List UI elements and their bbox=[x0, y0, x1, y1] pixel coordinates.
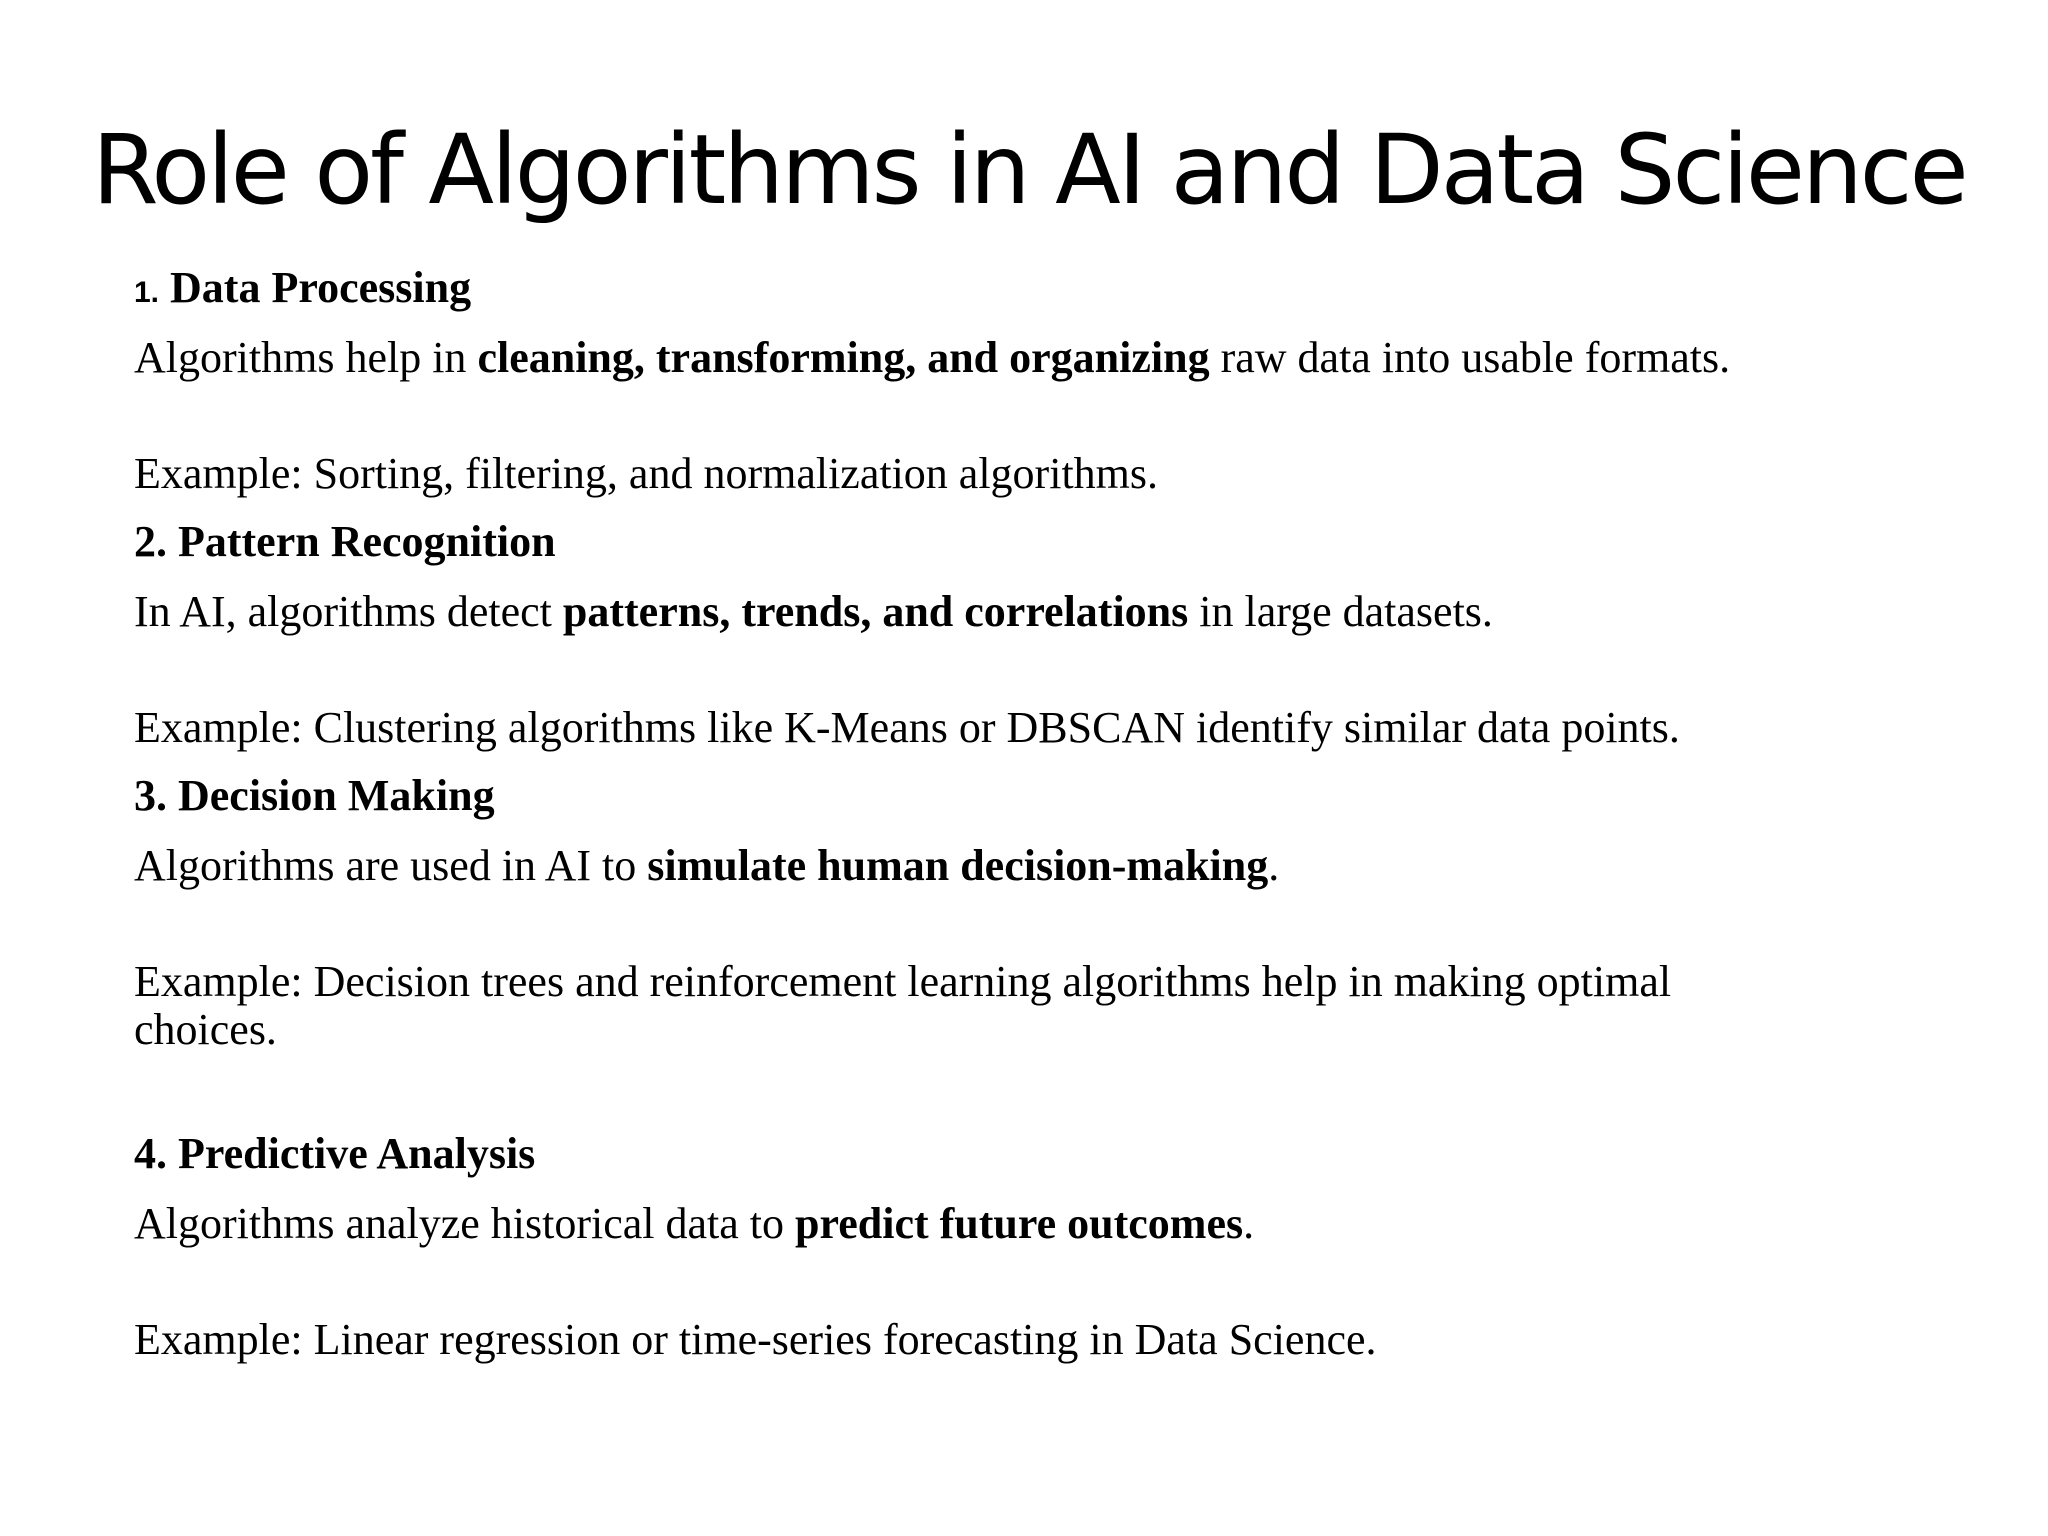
section-title: Data Processing bbox=[170, 263, 472, 312]
section-pattern-recognition bbox=[134, 514, 1934, 752]
section-data-processing bbox=[134, 260, 1934, 498]
description-emphasis: simulate human decision-making bbox=[647, 841, 1269, 890]
example-line: choices. bbox=[134, 1005, 277, 1054]
description-emphasis: patterns, trends, and correlations bbox=[562, 587, 1189, 636]
section-description bbox=[134, 588, 1934, 636]
section-example bbox=[134, 958, 1934, 1054]
slide-title: Role of Algorithms in AI and Data Science bbox=[92, 114, 1966, 226]
description-text: in large datasets. bbox=[1188, 587, 1493, 636]
description-text: . bbox=[1268, 841, 1280, 890]
section-example: Example: Linear regression or time-series forecasting in Data Science. bbox=[134, 1315, 1377, 1364]
description-text: . bbox=[1243, 1199, 1255, 1248]
section-example: Example: Clustering algorithms like K-Means or DBSCAN identify similar data points. bbox=[134, 703, 1680, 752]
section-heading bbox=[134, 260, 1934, 316]
description-emphasis: predict future outcomes bbox=[795, 1199, 1244, 1248]
example-line: Example: Decision trees and reinforcement learning algorithms help in making optimal bbox=[134, 957, 1672, 1006]
description-text: raw data into usable formats. bbox=[1209, 333, 1731, 382]
section-heading: 2. Pattern Recognition bbox=[134, 517, 556, 566]
description-text: Algorithms analyze historical data to bbox=[134, 1199, 796, 1248]
section-description bbox=[134, 1200, 1934, 1248]
section-number: 1. bbox=[134, 276, 160, 309]
section-example: Example: Sorting, filtering, and normalization algorithms. bbox=[134, 449, 1159, 498]
description-emphasis: cleaning, transforming, and organizing bbox=[477, 333, 1210, 382]
description-text: Algorithms help in bbox=[134, 333, 478, 382]
section-description bbox=[134, 334, 1934, 382]
section-decision-making bbox=[134, 768, 1934, 1054]
slide-body bbox=[134, 260, 1934, 1364]
section-heading: 4. Predictive Analysis bbox=[134, 1129, 536, 1178]
description-text: Algorithms are used in AI to bbox=[134, 841, 648, 890]
section-heading: 3. Decision Making bbox=[134, 771, 495, 820]
section-description bbox=[134, 842, 1934, 890]
section-predictive-analysis bbox=[134, 1126, 1934, 1364]
description-text: In AI, algorithms detect bbox=[134, 587, 563, 636]
